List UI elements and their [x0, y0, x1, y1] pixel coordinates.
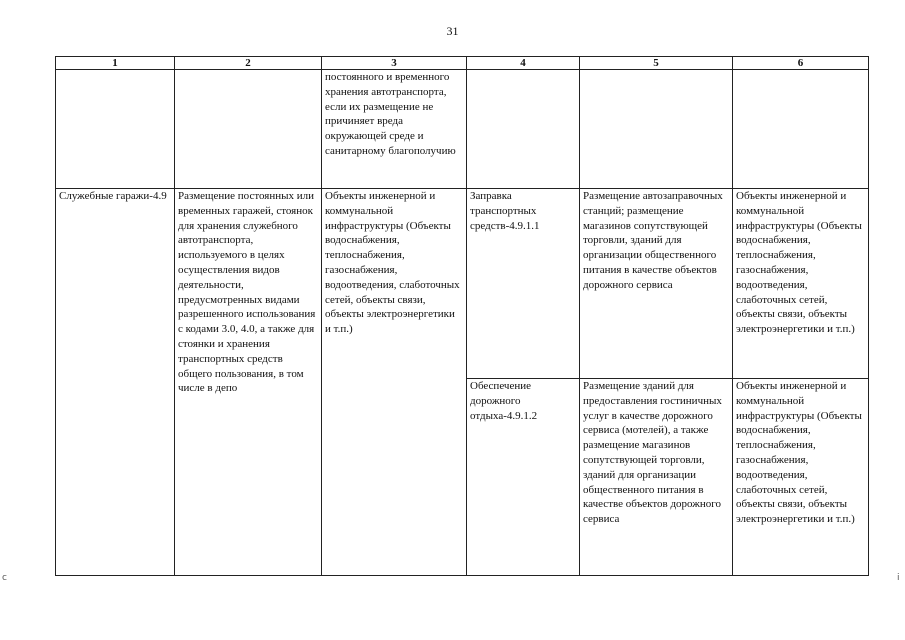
header-col-4: 4 [467, 57, 580, 70]
cell-continuation-c3: постоянного и временного хранения автотранспорта, если их размещение не причиняет вреда окружающей среде и санитарному благополучию [322, 70, 467, 189]
cell-main-objects: Объекты инженерной и коммунальной инфраструктуры (Объекты водоснабжения, теплоснабжения, газоснабжения, водоотведения, слаботочных сетей, объекты связи, объекты электроэнергетики и т.п.) [322, 189, 467, 576]
left-margin-mark: c [2, 573, 7, 583]
cell-continuation-c1 [56, 70, 175, 189]
land-use-table [55, 56, 869, 576]
cell-sub2-description: Размещение зданий для предоставления гостиничных услуг в качестве дорожного сервиса (мотелей), а также размещение магазинов сопутствующей торговли, зданий для организации общественного питания в качестве объектов дорожного сервиса [580, 379, 733, 576]
cell-sub1-objects: Объекты инженерной и коммунальной инфраструктуры (Объекты водоснабжения, теплоснабжения, газоснабжения, водоотведения, слаботочных сетей, объекты связи, объекты электроэнергетики и т.п.) [733, 189, 869, 379]
table-row-continuation [56, 70, 869, 189]
cell-continuation-c4 [467, 70, 580, 189]
right-margin-mark: i [897, 573, 900, 583]
header-col-2: 2 [175, 57, 322, 70]
cell-sub1-name: Заправка транспортных средств-4.9.1.1 [467, 189, 580, 379]
cell-continuation-c6 [733, 70, 869, 189]
cell-continuation-c2 [175, 70, 322, 189]
cell-activity-name: Служебные гаражи-4.9 [56, 189, 175, 576]
page-number: 31 [446, 24, 459, 38]
cell-sub2-name: Обеспечение дорожного отдыха-4.9.1.2 [467, 379, 580, 576]
cell-activity-description: Размещение постоянных или временных гаражей, стоянок для хранения служебного автотранспорта, используемого в целях осуществления видов деятельности, предусмотренных видами разрешенного использования с кодами 3.0, 4.0, а также для стоянки и хранения транспортных средств общего пользования, в том числе в депо [175, 189, 322, 576]
header-col-5: 5 [580, 57, 733, 70]
header-col-3: 3 [322, 57, 467, 70]
header-col-6: 6 [733, 57, 869, 70]
cell-sub2-objects: Объекты инженерной и коммунальной инфраструктуры (Объекты водоснабжения, теплоснабжения, газоснабжения, водоотведения, слаботочных сетей, объекты связи, объекты электроэнергетики и т.п.) [733, 379, 869, 576]
header-row [56, 57, 869, 70]
table-row-service-garages [56, 189, 869, 379]
cell-continuation-c5 [580, 70, 733, 189]
cell-sub1-description: Размещение автозаправочных станций; размещение магазинов сопутствующей торговли, зданий для организации общественного питания в качестве объектов дорожного сервиса [580, 189, 733, 379]
header-col-1: 1 [56, 57, 175, 70]
